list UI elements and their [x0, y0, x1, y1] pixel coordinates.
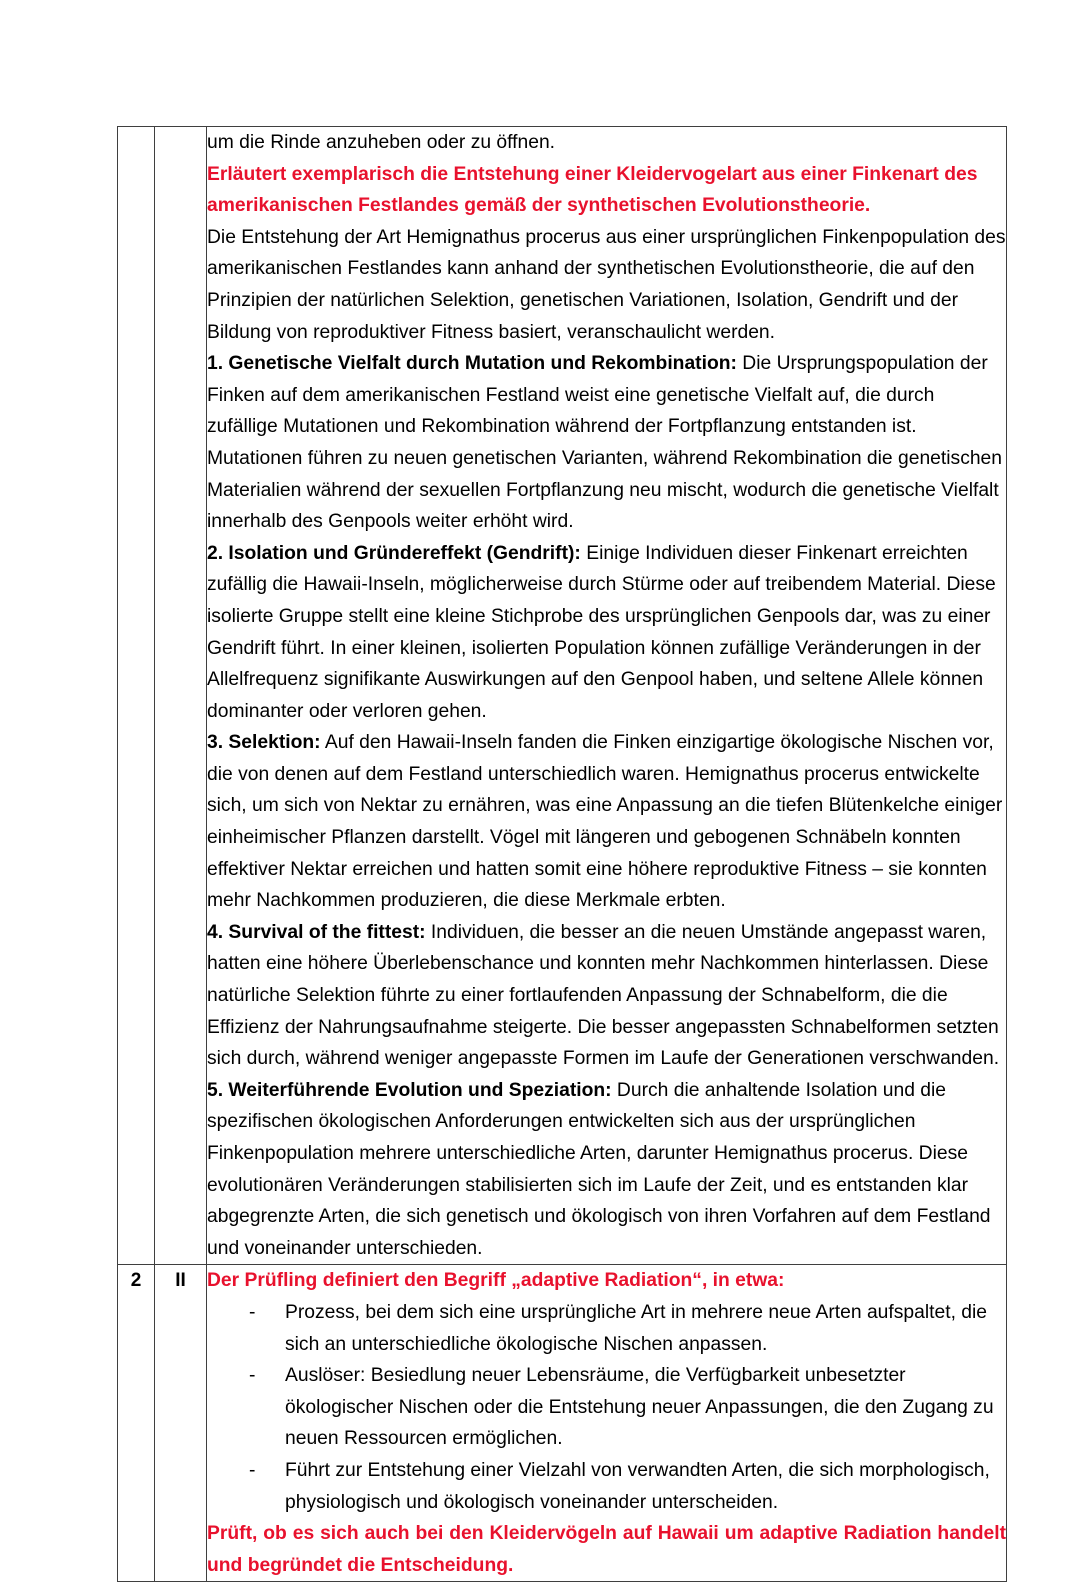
list-item-text: Führt zur Entstehung einer Vielzahl von verwandten Arten, die sich morphologisch, physiologisch und ökologisch voneinander unterscheiden. [285, 1459, 990, 1513]
points-cell [118, 127, 155, 1265]
list-item [207, 1360, 1006, 1455]
paragraph-point-4 [207, 917, 1006, 1075]
dash-bullet-icon: - [249, 1301, 256, 1323]
list-item-text: Prozess, bei dem sich eine ursprüngliche Art in mehrere neue Arten aufspaltet, die sich an unterschiedliche ökologische Nischen anpassen. [285, 1301, 988, 1355]
paragraph-continuation: um die Rinde anzuheben oder zu öffnen. [207, 132, 556, 153]
check-prompt-red: Prüft, ob es sich auch bei den Kleidervögeln auf Hawaii um adaptive Radiation handelt und begründet die Entscheidung. [207, 1523, 1006, 1576]
list-item [207, 1297, 1006, 1360]
points-cell: 2 [118, 1265, 155, 1582]
paragraph-point-4-body: Individuen, die besser an die neuen Umstände angepasst waren, hatten eine höhere Überlebenschance und konnten mehr Nachkommen hinterlassen. Diese natürliche Selektion führte zu einer fortlaufenden Anpassung der Schnabelform, die die Effizienz der Nahrungsaufnahme steigerte. Die besser angepassten Schnabelformen setzten sich durch, während weniger angepasste Formen im Laufe der Generationen verschwanden. [207, 921, 1000, 1070]
paragraph-point-1-body: Die Ursprungspopulation der Finken auf dem amerikanischen Festland weist eine genetische Vielfalt auf, die durch zufällige Mutationen und Rekombination während der Fortpflanzung entstanden ist. Mutationen führen zu neuen genetischen Varianten, während Rekombination die genetischen Materialien während der sexuellen Fortpflanzung neu mischt, wodurch die genetische Vielfalt innerhalb des Genpools weiter erhöht wird. [207, 353, 1003, 533]
definition-bullet-list [207, 1297, 1006, 1518]
task-prompt-red: Erläutert exemplarisch die Entstehung einer Kleidervogelart aus einer Finkenart des amerikanischen Festlandes gemäß der synthetischen Evolutionstheorie. [207, 163, 978, 217]
dash-bullet-icon: - [249, 1459, 256, 1481]
paragraph-point-5 [207, 1075, 1006, 1265]
paragraph-point-3 [207, 727, 1006, 917]
paragraph-point-2-lead: 2. Isolation und Gründereffekt (Gendrift): [207, 542, 581, 564]
table-row [118, 127, 1007, 1265]
paragraph-point-1-lead: 1. Genetische Vielfalt durch Mutation und Rekombination: [207, 353, 737, 375]
paragraph-point-1 [207, 348, 1006, 538]
level-cell [155, 127, 207, 1265]
list-item [207, 1455, 1006, 1518]
answer-key-table [117, 126, 1007, 1582]
table-row [118, 1265, 1007, 1582]
paragraph-point-3-body: Auf den Hawaii-Inseln fanden die Finken einzigartige ökologische Nischen vor, die von denen auf dem Festland unterschiedlich waren. Hemignathus procerus entwickelte sich, um sich von Nektar zu ernähren, was eine Anpassung an die tiefen Blütenkelche einiger einheimischer Pflanzen darstellt. Vögel mit längeren und gebogenen Schnäbeln konnten effektiver Nektar erreichen und hatten somit eine höhere reproduktive Fitness – sie konnten mehr Nachkommen produzieren, die diese Merkmale erbten. [207, 732, 1003, 912]
paragraph-point-5-body: Durch die anhaltende Isolation und die spezifischen ökologischen Anforderungen entwickelten sich aus der ursprünglichen Finkenpopulation mehrere unterschiedliche Arten, darunter Hemignathus procerus. Diese evolutionären Veränderungen stabilisierten sich im Laufe der Zeit, und es entstanden klar abgegrenzte Arten, die sich genetisch und ökologisch von ihren Vorfahren auf dem Festland und voneinander unterschieden. [207, 1079, 991, 1259]
list-item-text: Auslöser: Besiedlung neuer Lebensräume, die Verfügbarkeit unbesetzter ökologischer Nischen oder die Entstehung neuer Anpassungen, die den Zugang zu neuen Ressourcen ermöglichen. [285, 1365, 994, 1450]
paragraph-point-5-lead: 5. Weiterführende Evolution und Speziation: [207, 1079, 612, 1101]
paragraph-intro: Die Entstehung der Art Hemignathus procerus aus einer ursprünglichen Finkenpopulation des amerikanischen Festlandes kann anhand der synthetischen Evolutionstheorie, die auf den Prinzipien der natürlichen Selektion, genetischen Variationen, Isolation, Gendrift und der Bildung von reproduktiver Fitness basiert, veranschaulicht werden. [207, 226, 1006, 343]
paragraph-point-3-lead: 3. Selektion: [207, 732, 321, 754]
paragraph-point-2-body: Einige Individuen dieser Finkenart erreichten zufällig die Hawaii-Inseln, möglicherweise durch Stürme oder auf treibendem Material. Diese isolierte Gruppe stellt eine kleine Stichprobe des ursprünglichen Genpools dar, was zu einer Gendrift führt. In einer kleinen, isolierten Population können zufällige Veränderungen in der Allelfrequenz signifikante Auswirkungen auf den Genpool haben, und seltene Allele können dominanter oder verloren gehen. [207, 542, 996, 722]
content-cell [207, 1265, 1007, 1582]
paragraph-point-4-lead: 4. Survival of the fittest: [207, 921, 426, 943]
definition-prompt-red: Der Prüfling definiert den Begriff „adaptive Radiation“, in etwa: [207, 1270, 785, 1292]
dash-bullet-icon: - [249, 1365, 256, 1387]
content-cell [207, 127, 1007, 1265]
level-cell: II [155, 1265, 207, 1582]
paragraph-point-2 [207, 538, 1006, 728]
